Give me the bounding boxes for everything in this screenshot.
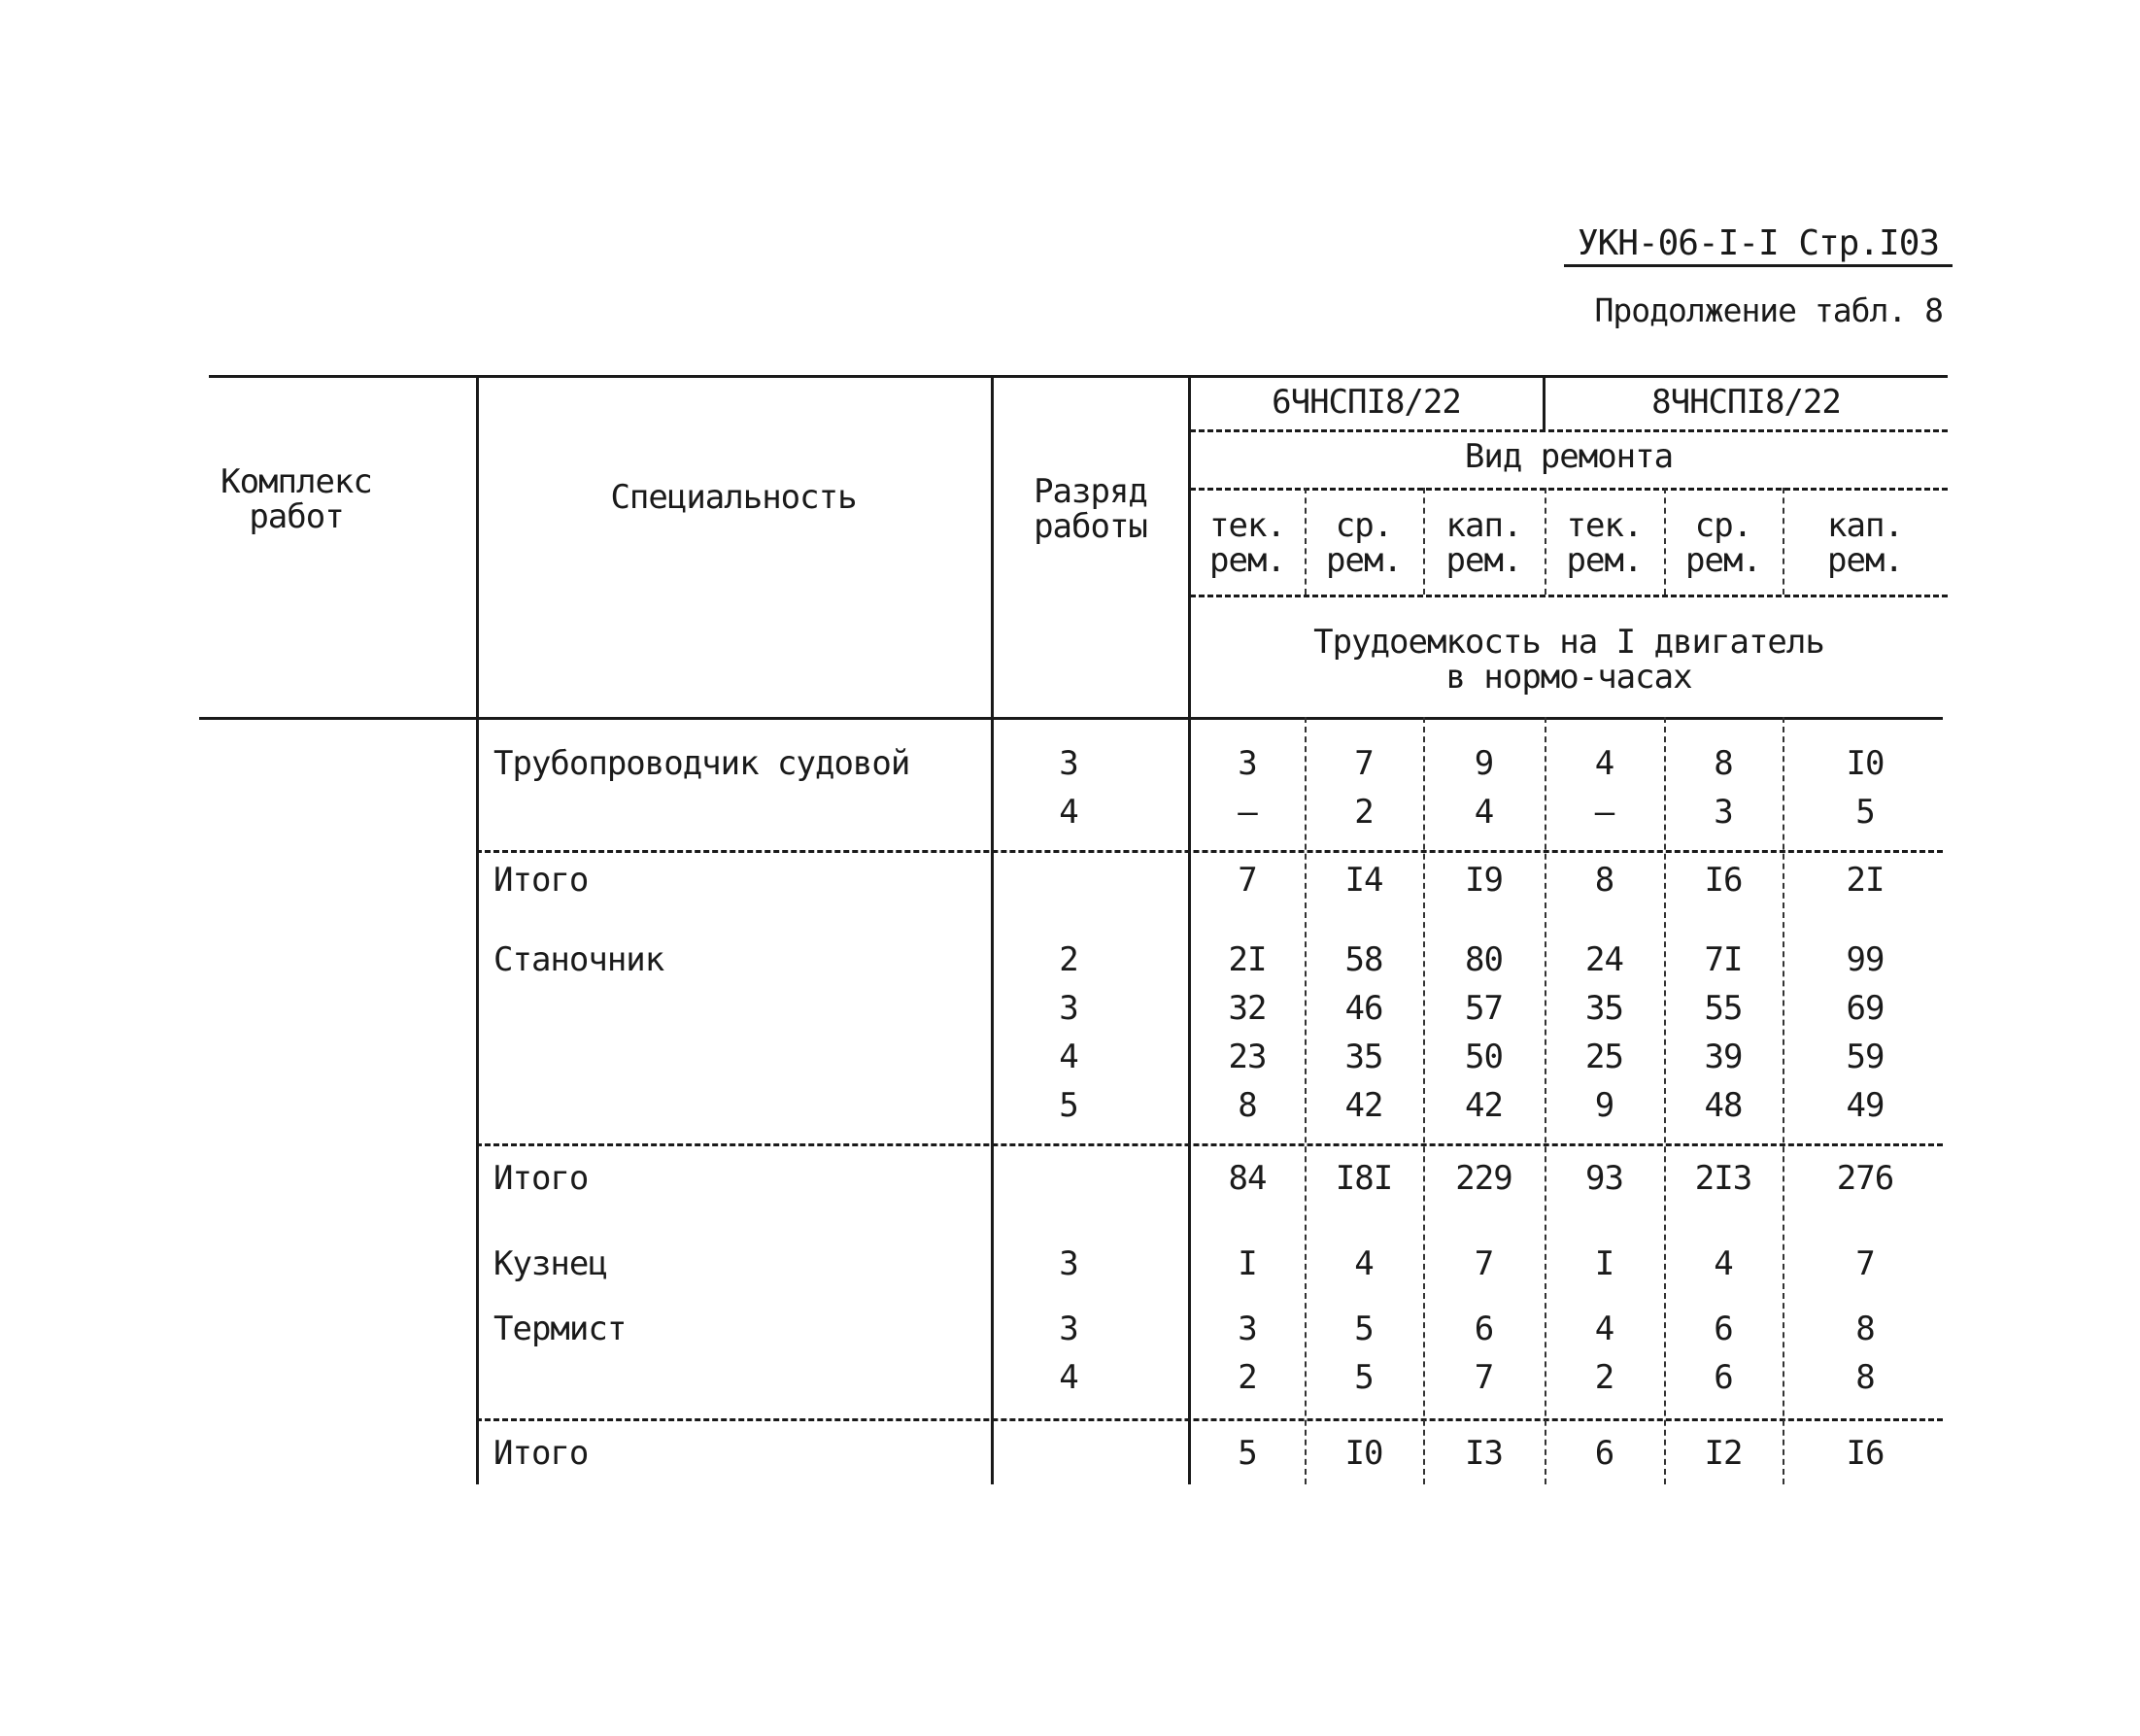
row-specialty: Итого [493, 1159, 589, 1198]
engine-8-header: 8ЧНСПI8/22 [1651, 383, 1841, 422]
row-value: 48 [1704, 1086, 1743, 1125]
row-value: 2I [1228, 940, 1267, 979]
row-value: I6 [1704, 861, 1743, 900]
row-specialty: Итого [493, 1434, 589, 1473]
row-value: 57 [1465, 989, 1503, 1028]
row-value: 5 [1238, 1434, 1257, 1473]
row-value: 8 [1594, 861, 1614, 900]
row-value: 5 [1354, 1310, 1374, 1348]
row-value: I2 [1704, 1434, 1743, 1473]
row-specialty: Станочник [493, 940, 664, 979]
row-value: 24 [1585, 940, 1623, 979]
row-value: 2 [1594, 1358, 1614, 1397]
row-value: 2 [1354, 793, 1374, 832]
row-value: 69 [1846, 989, 1885, 1028]
header-bottom-rule [199, 717, 1943, 720]
row-value: 7 [1354, 744, 1374, 783]
row-grade: 4 [1059, 1038, 1078, 1076]
row-grade: 3 [1059, 1244, 1078, 1283]
labor-unit-header: Трудоемкость на I двигатель в нормо-часах [1313, 623, 1824, 697]
row-value: – [1238, 793, 1257, 832]
row-value: 9 [1474, 744, 1494, 783]
repair-col-header: тек. рем. [1209, 506, 1285, 580]
row-value: 229 [1455, 1159, 1512, 1198]
row-value: I6 [1846, 1434, 1885, 1473]
row-value: – [1594, 793, 1614, 832]
row-value: 42 [1344, 1086, 1383, 1125]
row-value: I [1594, 1244, 1614, 1283]
row-grade: 3 [1059, 1310, 1078, 1348]
table-top-rule [209, 375, 1948, 378]
grade-header: Разряд работы [1034, 472, 1147, 546]
row-value: I4 [1344, 861, 1383, 900]
complex-header: Комплекс работ [221, 462, 372, 536]
row-value: 99 [1846, 940, 1885, 979]
repair-col-header: ср. рем. [1326, 506, 1402, 580]
row-grade: 2 [1059, 940, 1078, 979]
specialty-header: Специальность [610, 478, 857, 517]
row-value: I [1238, 1244, 1257, 1283]
row-value: 80 [1465, 940, 1503, 979]
repair-type-header: Вид ремонта [1464, 437, 1674, 476]
row-value: 25 [1585, 1038, 1623, 1076]
row-value: 6 [1474, 1310, 1494, 1348]
row-value: 42 [1465, 1086, 1503, 1125]
row-value: 35 [1585, 989, 1623, 1028]
table-continuation-label: Продолжение табл. 8 [1594, 291, 1943, 329]
row-value: 4 [1594, 744, 1614, 783]
row-value: 6 [1594, 1434, 1614, 1473]
repair-type-rule [1190, 488, 1948, 491]
row-value: 23 [1228, 1038, 1267, 1076]
row-value: 7 [1474, 1244, 1494, 1283]
row-value: 2I [1846, 861, 1885, 900]
row-value: 3 [1238, 1310, 1257, 1348]
row-value: 2I3 [1694, 1159, 1752, 1198]
repair-col-header: кап. рем. [1827, 506, 1903, 580]
row-value: 8 [1855, 1358, 1875, 1397]
row-value: I0 [1344, 1434, 1383, 1473]
row-value: I8I [1335, 1159, 1393, 1198]
row-value: I3 [1465, 1434, 1503, 1473]
row-value: 8 [1714, 744, 1733, 783]
row-value: 3 [1714, 793, 1733, 832]
repair-col-header: тек. рем. [1566, 506, 1643, 580]
row-value: 9 [1594, 1086, 1614, 1125]
row-value: 46 [1344, 989, 1383, 1028]
row-value: 4 [1354, 1244, 1374, 1283]
row-grade: 4 [1059, 1358, 1078, 1397]
row-value: 7 [1474, 1358, 1494, 1397]
row-value: 58 [1344, 940, 1383, 979]
engine-6-header: 6ЧНСПI8/22 [1272, 383, 1461, 422]
repair-cols-rule [1190, 595, 1948, 597]
row-value: 276 [1836, 1159, 1894, 1198]
row-value: 55 [1704, 989, 1743, 1028]
row-specialty: Кузнец [493, 1244, 607, 1283]
group3-total-rule [476, 1418, 1943, 1421]
row-value: 4 [1474, 793, 1494, 832]
specialty-left-rule [476, 375, 479, 1484]
row-value: 7 [1238, 861, 1257, 900]
row-value: 50 [1465, 1038, 1503, 1076]
row-specialty: Трубопроводчик судовой [493, 744, 910, 783]
row-value: 5 [1354, 1358, 1374, 1397]
row-specialty: Итого [493, 861, 589, 900]
row-value: I0 [1846, 744, 1885, 783]
row-value: 59 [1846, 1038, 1885, 1076]
engine-header-rule [1190, 429, 1948, 432]
row-grade: 3 [1059, 989, 1078, 1028]
group1-total-rule [476, 850, 1943, 853]
row-value: 84 [1228, 1159, 1267, 1198]
row-value: 5 [1855, 793, 1875, 832]
row-value: 7I [1704, 940, 1743, 979]
row-value: 4 [1714, 1244, 1733, 1283]
row-specialty: Термист [493, 1310, 627, 1348]
row-value: 8 [1855, 1310, 1875, 1348]
row-value: 32 [1228, 989, 1267, 1028]
group2-total-rule [476, 1143, 1943, 1146]
row-value: 6 [1714, 1310, 1733, 1348]
row-value: I9 [1465, 861, 1503, 900]
row-grade: 4 [1059, 793, 1078, 832]
row-value: 7 [1855, 1244, 1875, 1283]
row-value: 4 [1594, 1310, 1614, 1348]
row-grade: 3 [1059, 744, 1078, 783]
row-value: 2 [1238, 1358, 1257, 1397]
repair-col-header: кап. рем. [1445, 506, 1522, 580]
row-value: 8 [1238, 1086, 1257, 1125]
row-grade: 5 [1059, 1086, 1078, 1125]
document-reference: УКН-06-I-I Стр.I03 [1564, 223, 1953, 267]
row-value: 3 [1238, 744, 1257, 783]
row-value: 39 [1704, 1038, 1743, 1076]
row-value: 6 [1714, 1358, 1733, 1397]
row-value: 93 [1585, 1159, 1623, 1198]
repair-col-header: ср. рем. [1685, 506, 1761, 580]
row-value: 35 [1344, 1038, 1383, 1076]
row-value: 49 [1846, 1086, 1885, 1125]
